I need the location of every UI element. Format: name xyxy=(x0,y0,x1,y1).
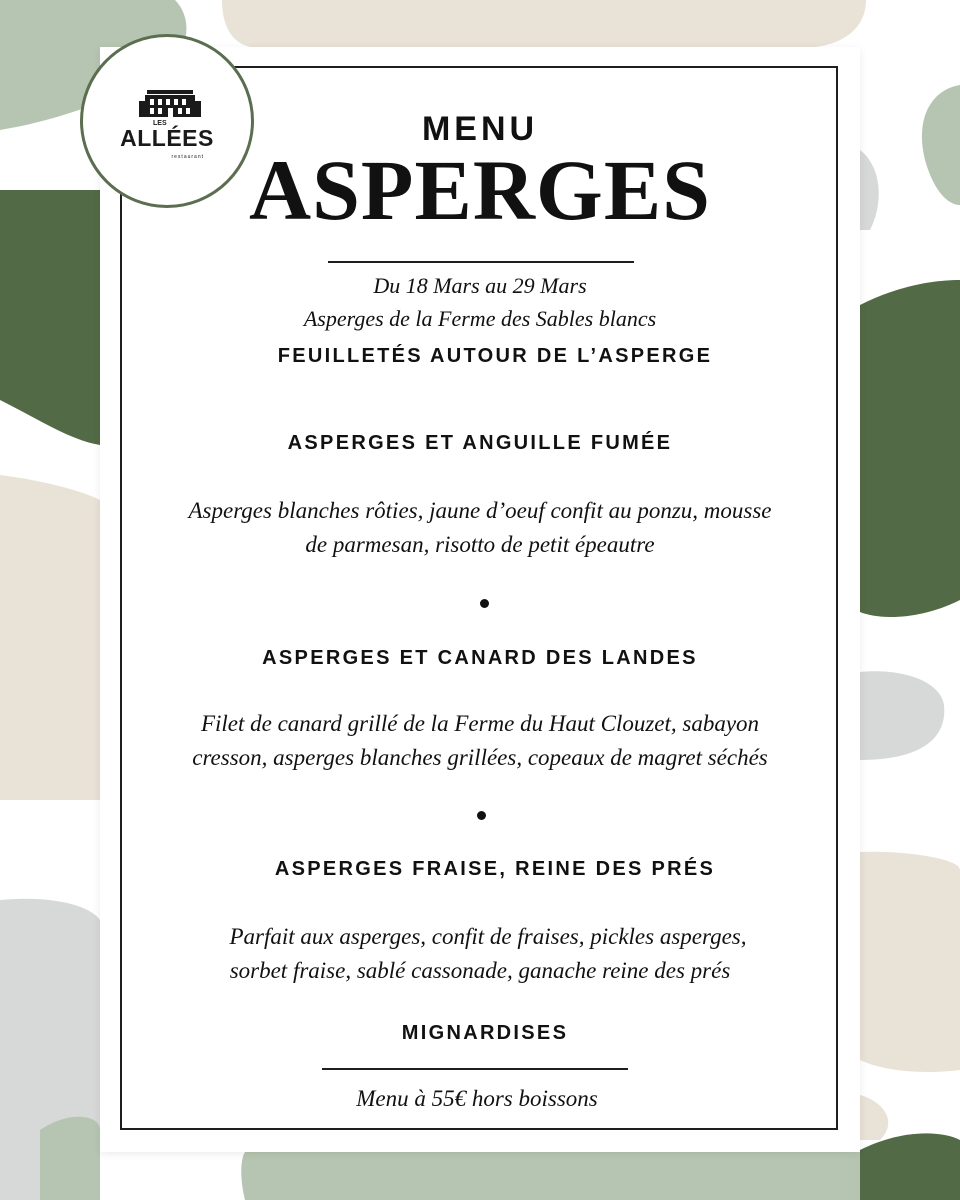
course-4-description-line-2: sorbet fraise, sablé cassonade, ganache reine des prés xyxy=(229,958,731,983)
course-3-description-line-1: Filet de canard grillé de la Ferme du Haut Clouzet, sabayon xyxy=(200,711,760,736)
menu-price: Menu à 55€ hors boissons xyxy=(356,1086,598,1111)
course-2-description-line-1: Asperges blanches rôties, jaune d’oeuf confit au ponzu, mousse xyxy=(188,498,772,523)
price-divider xyxy=(322,1068,628,1070)
date-range: Du 18 Mars au 29 Mars xyxy=(373,273,587,298)
asparagus-origin: Asperges de la Ferme des Sables blancs xyxy=(303,306,657,331)
course-2-title: ASPERGES ET ANGUILLE FUMÉE xyxy=(287,432,673,454)
sage-blob-bottom xyxy=(241,1152,860,1200)
logo-brand: ALLÉES xyxy=(120,125,214,151)
course-2-description-line-2: de parmesan, risotto de petit épeautre xyxy=(305,532,655,557)
beige-blob-top xyxy=(222,0,866,48)
title-divider xyxy=(328,261,634,263)
logo-subtitle: restaurant xyxy=(171,154,204,160)
dark-green-blob-bottom-right xyxy=(860,1133,960,1200)
logo-prefix: LES xyxy=(153,120,167,127)
course-1-title: FEUILLETÉS AUTOUR DE L’ASPERGE xyxy=(277,345,713,367)
course-4-description-line-1: Parfait aux asperges, confit de fraises, pickles asperges, xyxy=(229,924,747,949)
separator-dot xyxy=(480,599,489,608)
course-3-description-line-2: cresson, asperges blanches grillées, copeaux de magret séchés xyxy=(192,745,768,770)
course-4-title: ASPERGES FRAISE, REINE DES PRÉS xyxy=(274,858,716,880)
course-5-title: MIGNARDISES xyxy=(401,1022,569,1044)
separator-dot xyxy=(477,811,486,820)
sage-blob-bottom-left xyxy=(40,1117,100,1200)
page-title: ASPERGES xyxy=(248,142,712,238)
course-3-title: ASPERGES ET CANARD DES LANDES xyxy=(262,647,698,669)
menu-label: MENU xyxy=(421,110,539,148)
